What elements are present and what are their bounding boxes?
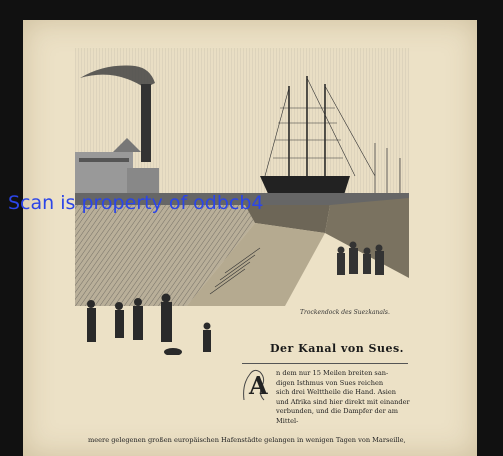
article-title: Der Kanal von Sues. bbox=[270, 342, 405, 355]
title-rule bbox=[242, 363, 408, 364]
dropcap-letter: A bbox=[249, 371, 268, 400]
text-line: sich drei Welttheile die Hand. Asien bbox=[276, 388, 396, 397]
text-line: digen Isthmus von Sues reichen bbox=[276, 378, 384, 387]
decorative-initial bbox=[240, 366, 270, 404]
article-full-text bbox=[88, 436, 414, 446]
text-line: und Afrika sind hier direkt mit einander bbox=[276, 397, 410, 406]
text-line: verbunden, und die Dampfer der am Mittel- bbox=[276, 407, 399, 425]
illustration-caption: Trockendock des Suezkanals. bbox=[300, 309, 390, 316]
watermark-text: Scan is property of odbcb4 bbox=[8, 192, 264, 214]
text-line: n dem nur 15 Meilen breiten san- bbox=[276, 369, 389, 377]
text-line: meere gelegenen großen europäischen Hafenstädte gelangen in wenigen Tagen von Marseille, bbox=[88, 436, 406, 444]
article-column-text bbox=[276, 369, 412, 427]
